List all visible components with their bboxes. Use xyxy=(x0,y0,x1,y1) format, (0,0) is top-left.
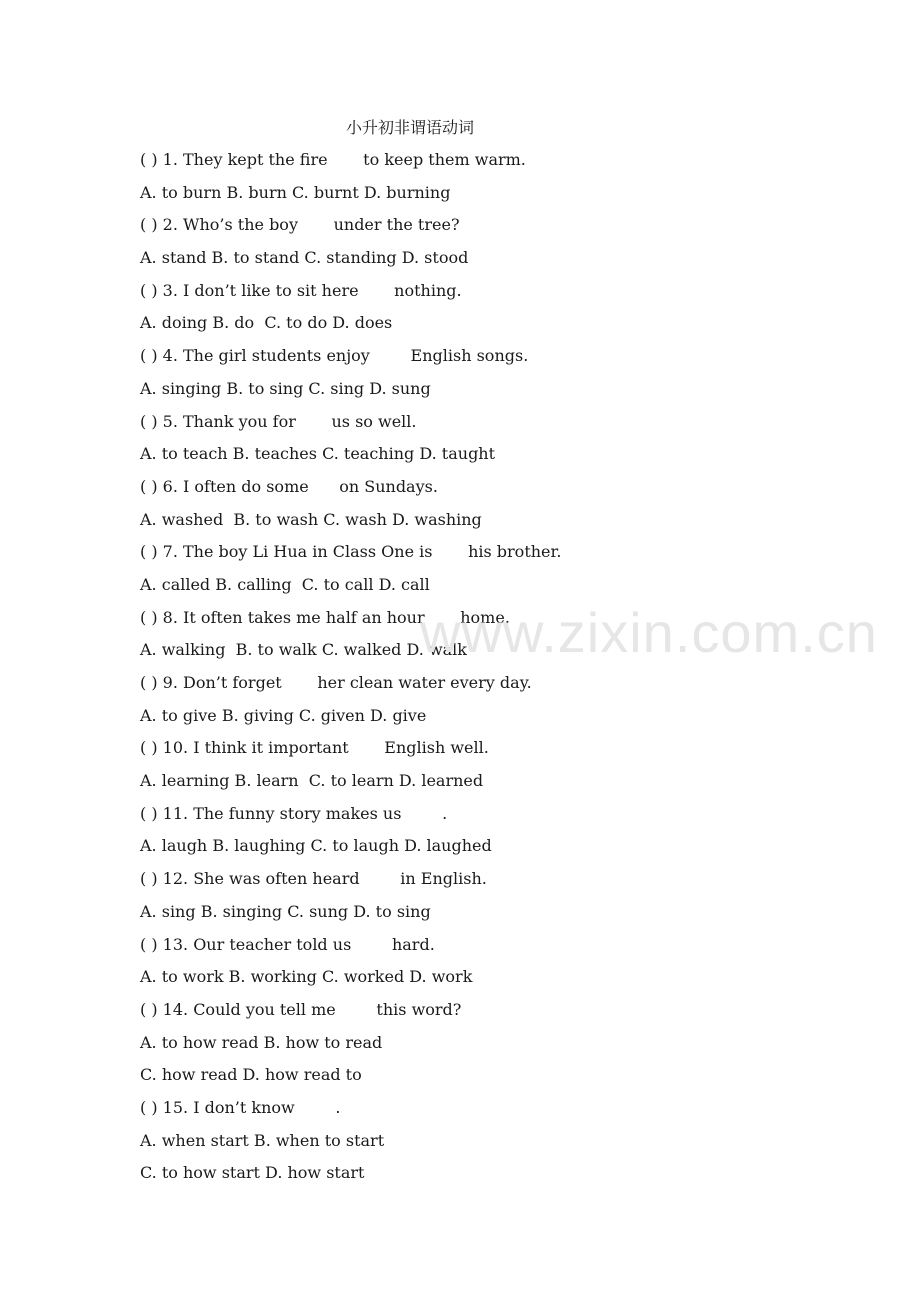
question-line: ( ) 1. They kept the fire to keep them warm. xyxy=(140,150,526,169)
question-line: ( ) 15. I don’t know . xyxy=(140,1097,341,1117)
options-line: A. when start B. when to start xyxy=(140,1130,385,1150)
options-line: A. laugh B. laughing C. to laugh D. laughed xyxy=(140,836,492,856)
watermark: www.zixin.com.cn xyxy=(420,601,878,664)
options-line: A. learning B. learn C. to learn D. learned xyxy=(140,771,484,791)
question-line: ( ) 10. I think it important English well. xyxy=(140,738,489,758)
question-line: ( ) 3. I don’t like to sit here nothing. xyxy=(140,280,462,300)
question-line: ( ) 6. I often do some on Sundays. xyxy=(140,476,438,496)
options-line: A. stand B. to stand C. standing D. stood xyxy=(140,248,469,268)
question-line: ( ) 14. Could you tell me this word? xyxy=(140,999,462,1019)
options-line: A. to give B. giving C. given D. give xyxy=(140,705,427,725)
document-title: 小升初非谓语动词 xyxy=(345,118,474,137)
question-line: ( ) 12. She was often heard in English. xyxy=(140,869,487,889)
question-line: ( ) 11. The funny story makes us . xyxy=(140,803,448,823)
options-line: A. doing B. do C. to do D. does xyxy=(140,313,393,333)
options-line: A. to teach B. teaches C. teaching D. taught xyxy=(140,444,496,464)
exercise-list xyxy=(140,148,562,1194)
question-line: ( ) 7. The boy Li Hua in Class One is his brother. xyxy=(140,542,562,562)
question-line: ( ) 4. The girl students enjoy English songs. xyxy=(140,346,529,366)
options-line: A. to how read B. how to read xyxy=(140,1032,383,1052)
options-line: A. walking B. to walk C. walked D. walk xyxy=(140,640,467,660)
options-line: A. washed B. to wash C. wash D. washing xyxy=(140,509,482,529)
question-line: ( ) 9. Don’t forget her clean water every day. xyxy=(140,673,532,692)
options-line: A. to work B. working C. worked D. work xyxy=(140,967,473,987)
question-line: ( ) 13. Our teacher told us hard. xyxy=(140,934,435,954)
question-line: ( ) 8. It often takes me half an hour home. xyxy=(140,607,510,627)
question-line: ( ) 2. Who’s the boy under the tree? xyxy=(140,215,460,235)
options-line: A. sing B. singing C. sung D. to sing xyxy=(140,901,431,921)
options-line: A. called B. calling C. to call D. call xyxy=(140,574,430,594)
options-line: C. to how start D. how start xyxy=(140,1163,365,1183)
question-line: ( ) 5. Thank you for us so well. xyxy=(140,411,417,431)
options-line: C. how read D. how read to xyxy=(140,1065,362,1085)
options-line: A. singing B. to sing C. sing D. sung xyxy=(140,378,431,398)
options-line: A. to burn B. burn C. burnt D. burning xyxy=(140,182,451,202)
